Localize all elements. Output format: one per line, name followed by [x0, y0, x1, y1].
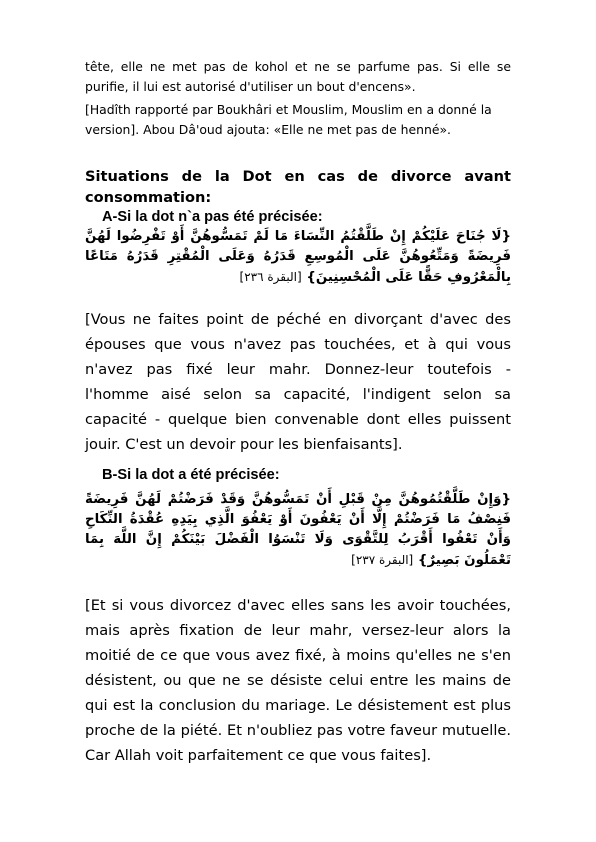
case-a-verse-reference: [البقرة ٢٣٦]: [239, 270, 302, 284]
section-title: [85, 166, 511, 208]
section-title-line1: Situations de la Dot en cas de divorce avant: [85, 168, 511, 185]
case-b-translation: [Et si vous divorcez d'avec elles sans les avoir touchées, mais après fixation de leur mahr, versez-leur alors la moitié de ce que vous avez fixé, à moins qu'elles ne s'en désistent, ou que ne se désiste celui entre les mains de qui est la conclusion du mariage. Le désistement est plus proche de la piété. Et n'oubliez pas votre faveur mutuelle. Car Allah voit parfaitement ce que vous faites].: [85, 597, 511, 764]
case-a-verse-text: {لَا جُنَاحَ عَلَيْكُمْ إِنْ طَلَّقْتُمُ النِّسَاءَ مَا لَمْ تَمَسُّوهُنَّ أَوْ تَفْرِضُوا لَهُنَّ فَرِيضَةً وَمَتِّعُوهُنَّ عَلَى الْمُوسِعِ قَدَرُهُ وَعَلَى الْمُقْتِرِ قَدَرُهُ مَتَاعًا بِالْمَعْرُوفِ حَقًّا عَلَى الْمُحْسِنِينَ}: [85, 229, 511, 285]
case-b-heading: B-Si la dot a été précisée:: [102, 467, 280, 483]
case-b-verse-text: {وَإِنْ طَلَّقْتُمُوهُنَّ مِنْ قَبْلِ أَنْ تَمَسُّوهُنَّ وَقَدْ فَرَضْتُمْ لَهُنَّ فَرِيضَةً فَنِصْفُ مَا فَرَضْتُمْ إِلَّا أَنْ يَعْفُونَ أَوْ يَعْفُوَ الَّذِي بِيَدِهِ عُقْدَةُ النِّكَاحِ وَأَنْ تَعْفُوا أَقْرَبُ لِلتَّقْوَى وَلَا تَنْسَوُا الْفَضْلَ بَيْنَكُمْ إِنَّ اللَّهَ بِمَا تَعْمَلُونَ بَصِيرٌ}: [85, 492, 511, 568]
hadith-reference: [Hadîth rapporté par Boukhâri et Mouslim, Mouslim en a donné la version]. Abou Dâ'oud ajouta: «Elle ne met pas de henné».: [85, 102, 492, 137]
case-b-arabic-verse: [85, 490, 511, 571]
section-title-line2: consommation:: [85, 189, 212, 206]
case-a-arabic-verse: [85, 227, 511, 288]
intro-paragraph: tête, elle ne met pas de kohol et ne se parfume pas. Si elle se purifie, il lui est autorisé d'utiliser un bout d'encens».: [85, 59, 511, 94]
case-b-verse-reference: [البقرة ٢٣٧]: [351, 553, 414, 567]
case-a-translation: [Vous ne faites point de péché en divorçant d'avec des épouses que vous n'avez pas touchées, et à qui vous n'avez pas fixé leur mahr. Donnez-leur toutefois - l'homme aisé selon sa capacité, l'indigent selon sa capacité - quelque bien convenable dont elles puissent jouir. C'est un devoir pour les bienfaisants].: [85, 311, 511, 453]
case-a-heading: A-Si la dot n`a pas été précisée:: [102, 209, 323, 225]
